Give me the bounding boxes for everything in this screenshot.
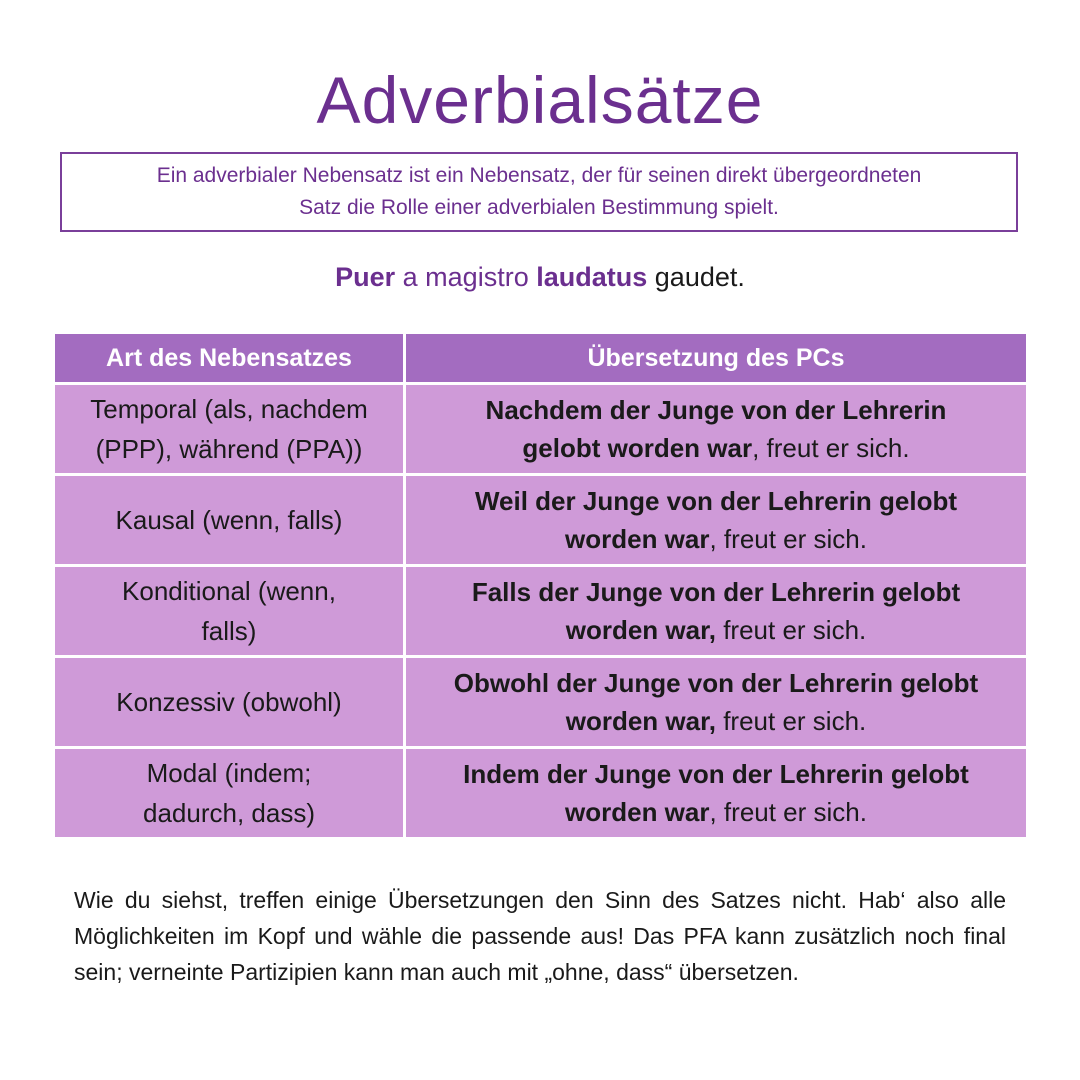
translation-rest: , freut er sich. [709,797,867,827]
table-row [55,658,1026,746]
translation-bold: Weil der Junge von der Lehrerin gelobt [474,486,958,516]
translation-cell [406,385,1026,473]
example-sentence [0,262,1080,293]
header-translation: Übersetzung des PCs [406,334,1026,382]
translation-bold: worden war [565,797,710,827]
table-header-row [55,334,1026,382]
translation-bold: worden war [565,524,710,554]
clause-type-line: Konditional (wenn, [122,576,336,606]
sentence-word-magistro: a magistro [402,262,529,292]
clause-type-cell [55,658,403,746]
translation-rest: , freut er sich. [752,433,910,463]
definition-line-1: Ein adverbialer Nebensatz ist ein Nebensatz, der für seinen direkt übergeordneten [156,164,922,187]
clause-type-cell [55,567,403,655]
clause-type-line: (PPP), während (PPA)) [95,434,363,464]
clause-type-cell [55,385,403,473]
clause-type-line: Kausal (wenn, falls) [115,505,343,535]
header-clause-type: Art des Nebensatzes [55,334,403,382]
translation-rest: freut er sich. [715,706,867,736]
translation-table [52,331,1029,840]
clause-type-line: dadurch, dass) [143,798,315,828]
table-row [55,385,1026,473]
definition-box [60,152,1018,232]
translation-cell [406,658,1026,746]
table-row [55,749,1026,837]
translation-bold: worden war, [565,706,716,736]
table-row [55,476,1026,564]
clause-type-cell [55,476,403,564]
clause-type-line: Temporal (als, nachdem [90,394,368,424]
sentence-word-laudatus: laudatus [536,262,648,292]
definition-line-2: Satz die Rolle einer adverbialen Bestimmung spielt. [299,196,779,219]
translation-bold: Falls der Junge von der Lehrerin gelobt [471,577,961,607]
translation-bold: worden war, [565,615,716,645]
page-title: Adverbialsätze [316,63,764,137]
translation-bold: gelobt worden war [522,433,753,463]
clause-type-line: Modal (indem; [146,758,312,788]
translation-bold: Obwohl der Junge von der Lehrerin gelobt [453,668,979,698]
sentence-word-puer: Puer [335,262,396,292]
translation-cell [406,476,1026,564]
explanation-paragraph: Wie du siehst, treffen einige Übersetzungen den Sinn des Satzes nicht. Hab‘ also alle Möglichkeiten im Kopf und wähle die passende aus! Das PFA kann zusätzlich noch final sein; verneinte Partizipien kann man auch mit „ohne, dass“ übersetzen. [74,887,1006,985]
clause-type-cell [55,749,403,837]
translation-rest: , freut er sich. [709,524,867,554]
translation-rest: freut er sich. [715,615,867,645]
translation-cell [406,567,1026,655]
translation-bold: Indem der Junge von der Lehrerin gelobt [463,759,969,789]
clause-type-line: falls) [201,616,257,646]
clause-type-line: Konzessiv (obwohl) [116,687,342,717]
table-row [55,567,1026,655]
sentence-word-gaudet: gaudet. [654,262,745,292]
translation-cell [406,749,1026,837]
translation-bold: Nachdem der Junge von der Lehrerin [485,395,947,425]
